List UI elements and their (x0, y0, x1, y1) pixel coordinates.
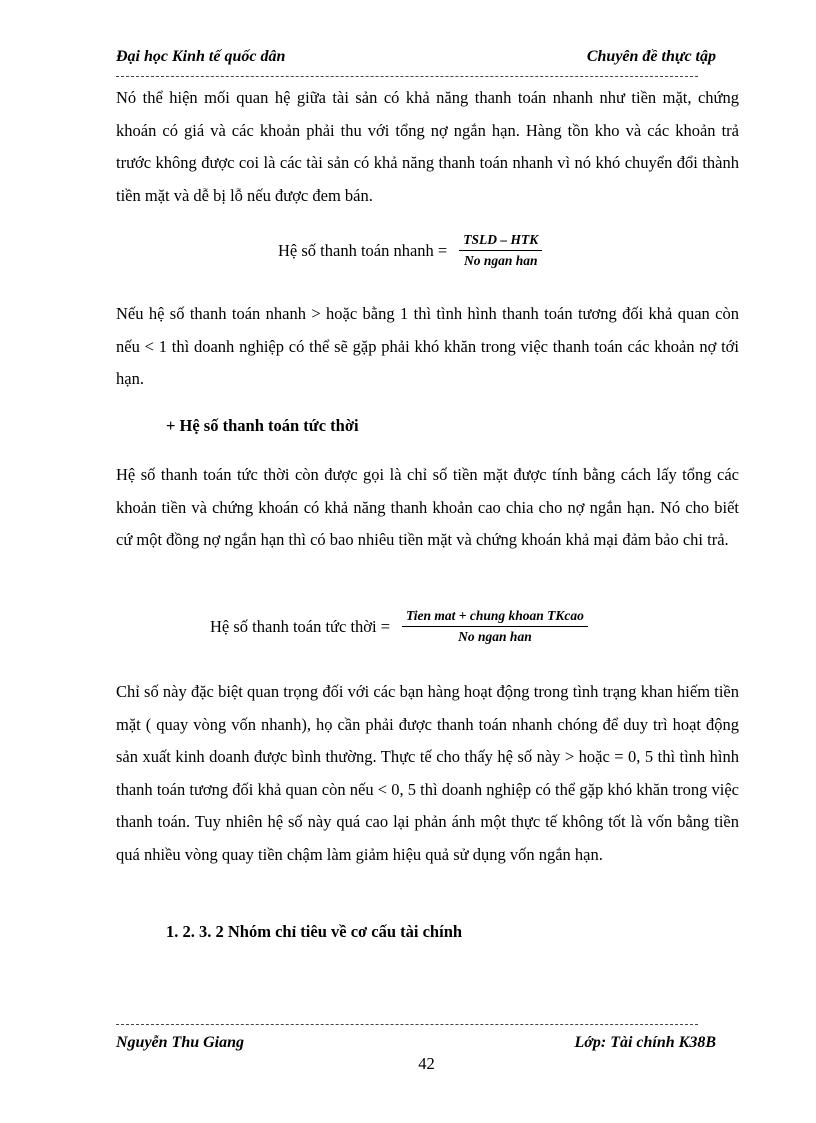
formula-quick-ratio-label: Hệ số thanh toán nhanh = (278, 240, 448, 260)
formula-quick-ratio-denominator: No ngan han (463, 253, 538, 268)
page-header (116, 48, 716, 70)
header-divider (116, 76, 698, 77)
paragraph-quick-ratio-interpretation: Nếu hệ số thanh toán nhanh > hoặc bằng 1 thì tình hình thanh toán tương đối khả quan còn nếu < 1 thì doanh nghiệp có thể sẽ gặp phải khó khăn trong việc thanh toán các khoản nợ tới hạn. (116, 304, 739, 388)
formula-quick-ratio-numerator: TSLD – HTK (459, 232, 542, 251)
page-number: 42 (418, 1054, 435, 1073)
paragraph-quick-ratio-explanation: Nó thể hiện mối quan hệ giữa tài sản có khả năng thanh toán nhanh như tiền mặt, chứng khoán có giá và các khoản phải thu với tổng nợ ngắn hạn. Hàng tồn kho và các khoản trả trước không được coi là các tài sản có khả năng thanh toán nhanh vì nó khó chuyển đổi thành tiền mặt và dễ bị lỗ nếu được đem bán. (116, 88, 739, 205)
footer-class: Lớp: Tài chính K38B (574, 1034, 716, 1051)
formula-cash-ratio-fraction (402, 608, 588, 645)
formula-quick-ratio (278, 232, 542, 269)
footer-divider (116, 1024, 698, 1025)
paragraph-cash-ratio-definition: Hệ số thanh toán tức thời còn được gọi là chỉ số tiền mặt được tính bằng cách lấy tổng các khoản tiền và chứng khoán có khả năng thanh khoản cao chia cho nợ ngắn hạn. Nó cho biết cứ một đồng nợ ngắn hạn thì có bao nhiêu tiền mặt và chứng khoán khả mại đảm bảo chi trả. (116, 465, 739, 549)
formula-cash-ratio-label: Hệ số thanh toán tức thời = (210, 616, 391, 636)
formula-quick-ratio-fraction (459, 232, 542, 269)
footer-author: Nguyễn Thu Giang (116, 1034, 245, 1051)
paragraph-cash-ratio-interpretation: Chỉ số này đặc biệt quan trọng đối với các bạn hàng hoạt động trong tình trạng khan hiếm tiền mặt ( quay vòng vốn nhanh), họ cần phải được thanh toán nhanh chóng để duy trì hoạt động sản xuất kinh doanh được bình thường. Thực tế cho thấy hệ số này > hoặc = 0, 5 thì tình hình thanh toán tương đối khả quan còn nếu < 0, 5 thì doanh nghiệp có thể gặp khó khăn trong việc thanh toán. Tuy nhiên hệ số này quá cao lại phản ánh một thực tế không tốt là vốn bằng tiền quá nhiều vòng quay tiền chậm làm giảm hiệu quả sử dụng vốn ngắn hạn. (116, 682, 739, 864)
heading-financial-structure: 1. 2. 3. 2 Nhóm chỉ tiêu về cơ cấu tài chính (166, 922, 463, 941)
formula-cash-ratio-denominator: No ngan han (458, 629, 532, 644)
heading-cash-ratio: + Hệ số thanh toán tức thời (166, 416, 359, 435)
formula-cash-ratio (210, 608, 588, 645)
header-document-type: Chuyên đề thực tập (586, 48, 716, 65)
page-footer (116, 1034, 716, 1056)
header-university: Đại học Kinh tế quốc dân (116, 48, 286, 65)
formula-cash-ratio-numerator: Tien mat + chung khoan TKcao (402, 608, 588, 627)
